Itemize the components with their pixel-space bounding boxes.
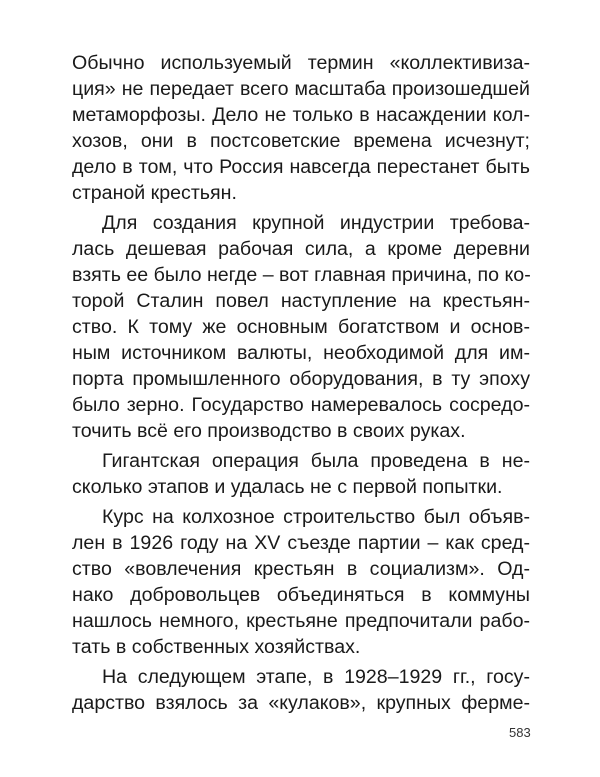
- text-line: хозов, они в постсоветские времена исчезнут;: [72, 130, 530, 152]
- text-line: ство. К тому же основным богатством и основ-: [72, 316, 530, 338]
- text-line: метаморфозы. Дело не только в насаждении кол-: [72, 104, 530, 126]
- text-line: было зерно. Государство намеревалось сосредо-: [72, 394, 530, 416]
- text-line: торой Сталин повел наступление на крестьян-: [72, 290, 530, 312]
- text-line: Обычно используемый термин «коллективиза-: [72, 52, 530, 74]
- text-line: тать в собственных хозяйствах.: [72, 636, 361, 658]
- text-line: ным источником валюты, необходимой для им-: [72, 342, 530, 364]
- page-number: 583: [509, 725, 531, 740]
- text-line: лен в 1926 году на XV съезде партии – как сред-: [72, 532, 530, 554]
- text-line: нашлось немного, крестьяне предпочитали рабо-: [72, 610, 530, 632]
- paragraph: [72, 210, 530, 444]
- text-line: взять ее было негде – вот главная причина, по ко-: [72, 264, 531, 286]
- text-line: Для создания крупной индустрии требова-: [102, 212, 530, 234]
- text-line: дарство взялось за «кулаков», крупных ферме-: [72, 692, 530, 714]
- text-line: На следующем этапе, в 1928–1929 гг., госу-: [102, 666, 530, 688]
- text-line: нако добровольцев объединяться в коммуны: [72, 584, 530, 606]
- text-line: лась дешевая рабочая сила, а кроме деревни: [72, 238, 530, 260]
- paragraph: [72, 50, 530, 206]
- body-text: [72, 50, 530, 716]
- text-line: ция» не передает всего масштаба произошедшей: [72, 78, 530, 100]
- text-line: Гигантская операция была проведена в не-: [102, 450, 530, 472]
- text-line: ство «вовлечения крестьян в социализм». Од-: [72, 558, 530, 580]
- text-line: страной крестьян.: [72, 182, 237, 204]
- text-line: Курс на колхозное строительство был объяв-: [102, 506, 530, 528]
- text-line: дело в том, что Россия навсегда перестанет быть: [72, 156, 530, 178]
- paragraph: [72, 448, 530, 500]
- text-line: порта промышленного оборудования, в ту эпоху: [72, 368, 530, 390]
- text-line: точить всё его производство в своих руках.: [72, 420, 466, 442]
- paragraph: [72, 504, 530, 660]
- text-line: сколько этапов и удалась не с первой попытки.: [72, 476, 503, 498]
- paragraph: [72, 664, 530, 716]
